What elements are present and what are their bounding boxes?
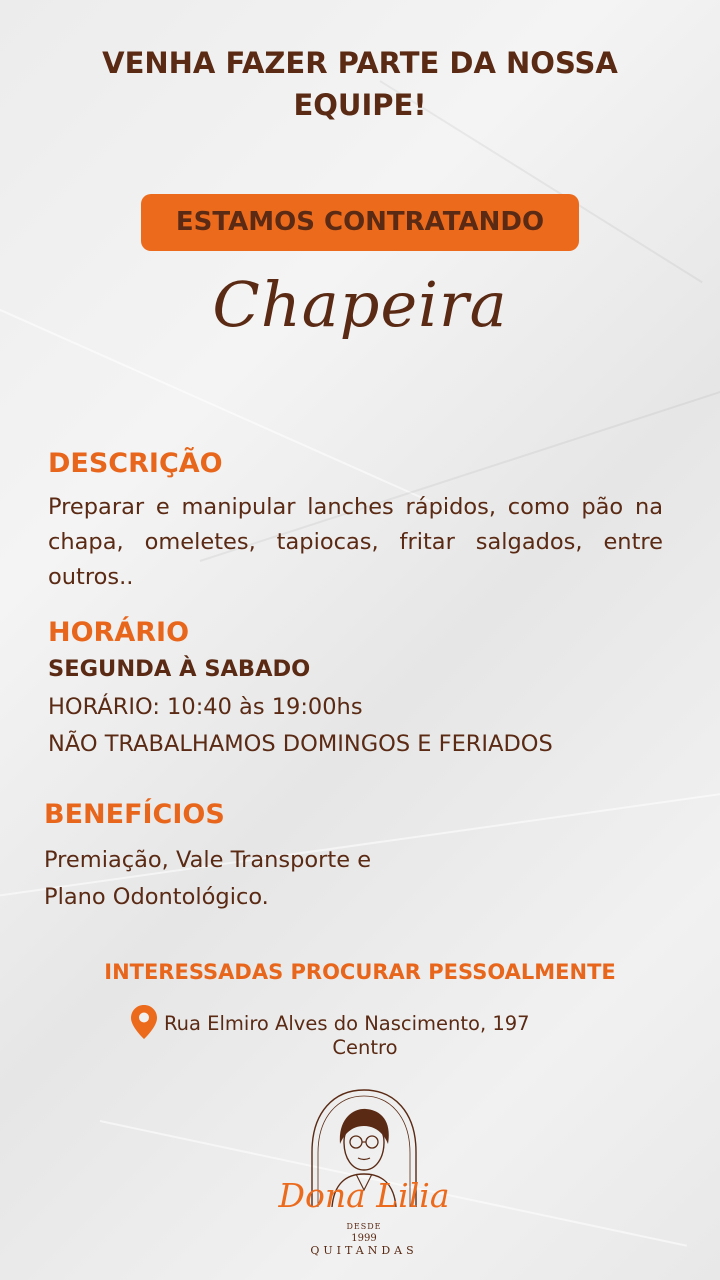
benefits-line-2: Plano Odontológico. [44,884,269,910]
description-text: Preparar e manipular lanches rápidos, como pão na chapa, omeletes, tapiocas, fritar salgados, entre outros.. [48,494,663,590]
headline [0,42,720,126]
brand-logo [276,1082,452,1272]
headline-line-1: VENHA FAZER PARTE DA NOSSA [102,46,618,80]
schedule-note: NÃO TRABALHAMOS DOMINGOS E FERIADOS [48,731,553,757]
schedule-hours: HORÁRIO: 10:40 às 19:00hs [48,694,363,720]
address-district: Centro [332,1036,398,1059]
description-title: DESCRIÇÃO [48,448,223,479]
logo-subtitle: QUITANDAS [310,1244,418,1257]
headline-line-2: EQUIPE! [293,88,427,122]
job-title: Chapeira [212,268,508,341]
hiring-badge: ESTAMOS CONTRATANDO [141,194,579,251]
address-street: Rua Elmiro Alves do Nascimento, 197 [164,1012,530,1035]
benefits-title: BENEFÍCIOS [44,799,225,830]
benefits-line-1: Premiação, Vale Transporte e [44,847,372,873]
schedule-title: HORÁRIO [48,617,190,648]
logo-name: Dona Lilia [278,1176,450,1215]
logo-since: DESDE [346,1222,382,1231]
contact-title: INTERESSADAS PROCURAR PESSOALMENTE [104,960,616,984]
schedule-days: SEGUNDA À SABADO [48,656,311,682]
logo-year: 1999 [351,1233,377,1244]
